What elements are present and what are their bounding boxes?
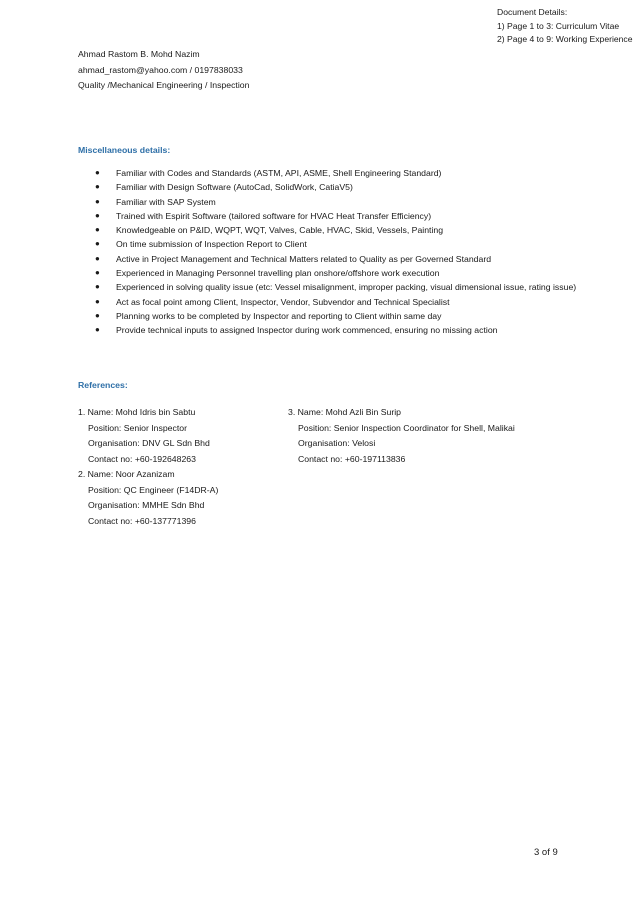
reference-contact: Contact no: +60-197113836	[298, 453, 406, 464]
contact-name: Ahmad Rastom B. Mohd Nazim	[78, 49, 200, 59]
references-heading: References:	[78, 380, 128, 390]
reference-contact: Contact no: +60-192648263	[88, 453, 196, 464]
bullet-icon: ●	[95, 239, 100, 249]
list-item: ● Familiar with Design Software (AutoCad, SolidWork, CatiaV5)	[78, 180, 578, 194]
list-item: ● Provide technical inputs to assigned Inspector during work commenced, ensuring no missing action	[78, 323, 578, 337]
reference-position: Position: Senior Inspection Coordinator for Shell, Malikai	[298, 422, 515, 433]
reference-organisation: Organisation: Velosi	[298, 438, 376, 448]
reference-1	[78, 405, 210, 467]
list-item: ● Trained with Espirit Software (tailored software for HVAC Heat Transfer Efficiency)	[78, 209, 578, 223]
list-item: ● Act as focal point among Client, Inspector, Vendor, Subvendor and Technical Specialist	[78, 295, 578, 309]
bullet-icon: ●	[95, 268, 100, 278]
bullet-icon: ●	[95, 168, 100, 177]
list-item: ● Experienced in solving quality issue (etc: Vessel misalignment, improper packing, visual dimensional issue, rating issue)	[78, 280, 578, 294]
bullet-icon: ●	[95, 325, 100, 335]
bullet-icon: ●	[95, 310, 100, 320]
reference-name: 3. Name: Mohd Azli Bin Surip	[288, 407, 401, 417]
miscellaneous-list	[78, 166, 578, 338]
reference-position: Position: QC Engineer (F14DR-A)	[88, 484, 219, 495]
document-details-line-1: 1) Page 1 to 3: Curriculum Vitae	[497, 20, 620, 31]
document-details	[497, 6, 633, 47]
reference-organisation: Organisation: MMHE Sdn Bhd	[88, 500, 205, 510]
reference-name: 1. Name: Mohd Idris bin Sabtu	[78, 407, 196, 417]
list-item: ● Familiar with SAP System	[78, 195, 578, 209]
list-item: ● Experienced in Managing Personnel travelling plan onshore/offshore work execution	[78, 266, 578, 280]
document-details-title: Document Details:	[497, 7, 568, 17]
document-details-line-2: 2) Page 4 to 9: Working Experience	[497, 34, 633, 44]
bullet-icon: ●	[95, 182, 100, 192]
page-number: 3 of 9	[534, 847, 558, 858]
list-item: ● Knowledgeable on P&ID, WQPT, WQT, Valves, Cable, HVAC, Skid, Vessels, Painting	[78, 223, 578, 237]
bullet-icon: ●	[95, 296, 100, 306]
list-item: ● Planning works to be completed by Inspector and reporting to Client within same day	[78, 309, 578, 323]
contact-block	[78, 47, 249, 94]
reference-position: Position: Senior Inspector	[88, 422, 187, 433]
contact-email-phone: ahmad_rastom@yahoo.com / 0197838033	[78, 64, 243, 75]
bullet-icon: ●	[95, 282, 100, 292]
miscellaneous-heading: Miscellaneous details:	[78, 145, 171, 155]
reference-2	[78, 467, 218, 529]
reference-contact: Contact no: +60-137771396	[88, 515, 196, 526]
bullet-icon: ●	[95, 196, 100, 206]
list-item: ● Familiar with Codes and Standards (ASTM, API, ASME, Shell Engineering Standard)	[78, 166, 578, 180]
reference-3	[288, 405, 515, 467]
reference-name: 2. Name: Noor Azanizam	[78, 469, 175, 479]
bullet-icon: ●	[95, 210, 100, 220]
bullet-icon: ●	[95, 253, 100, 263]
list-item: ● On time submission of Inspection Report to Client	[78, 237, 578, 251]
bullet-icon: ●	[95, 225, 100, 235]
list-item: ● Active in Project Management and Technical Matters related to Quality as per Governed Standard	[78, 252, 578, 266]
contact-fields: Quality /Mechanical Engineering / Inspection	[78, 80, 250, 90]
reference-organisation: Organisation: DNV GL Sdn Bhd	[88, 438, 210, 448]
